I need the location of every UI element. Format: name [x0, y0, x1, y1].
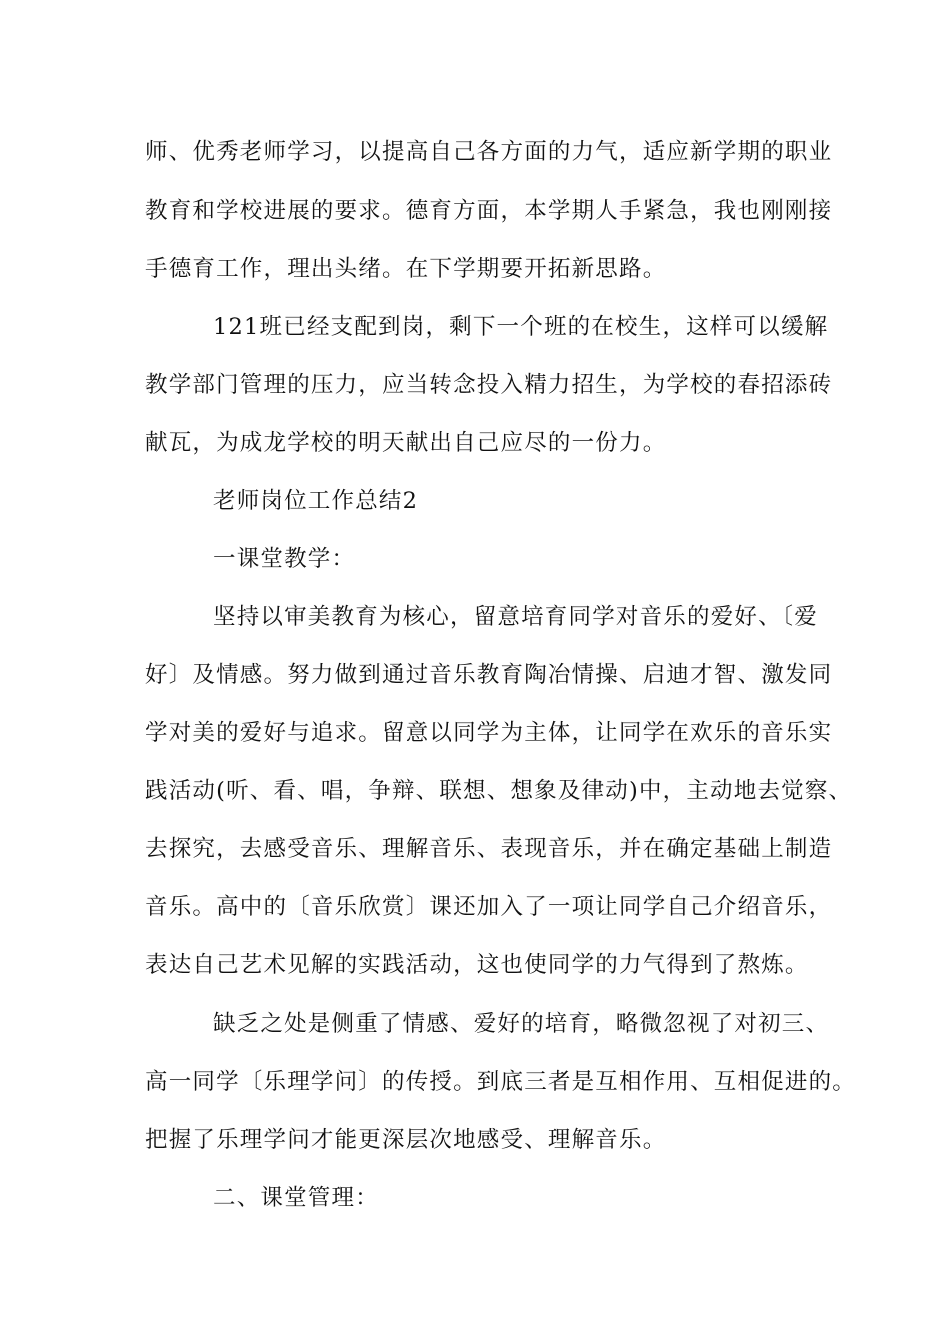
body-line: 手德育工作，理出头绪。在下学期要开拓新思路。: [145, 256, 667, 282]
body-line: 高一同学〔乐理学问〕的传授。到底三者是互相作用、互相促进的。: [145, 1069, 857, 1095]
subsection-heading: 二、课堂管理：: [213, 1185, 379, 1211]
body-line: 好〕及情感。努力做到通过音乐教育陶冶情操、启迪才智、激发同: [145, 662, 833, 688]
paragraph-first-line: 缺乏之处是侧重了情感、爱好的培育，略微忽视了对初三、: [213, 1011, 830, 1037]
paragraph-first-line: 121班已经支配到岗，剩下一个班的在校生，这样可以缓解: [213, 314, 829, 340]
body-line: 去探究，去感受音乐、理解音乐、表现音乐，并在确定基础上制造: [145, 836, 833, 862]
body-line: 学对美的爱好与追求。留意以同学为主体，让同学在欢乐的音乐实: [145, 720, 833, 746]
body-line: 音乐。高中的〔音乐欣赏〕课还加入了一项让同学自己介绍音乐，: [145, 894, 833, 920]
body-line: 表达自己艺术见解的实践活动，这也使同学的力气得到了熬炼。: [145, 952, 809, 978]
section-heading: 老师岗位工作总结2: [213, 488, 419, 514]
body-line: 把握了乐理学问才能更深层次地感受、理解音乐。: [145, 1127, 667, 1153]
body-line: 献瓦，为成龙学校的明天献出自己应尽的一份力。: [145, 430, 667, 456]
body-line: 教育和学校进展的要求。德育方面，本学期人手紧急，我也刚刚接: [145, 198, 833, 224]
body-line: 教学部门管理的压力，应当转念投入精力招生，为学校的春招添砖: [145, 372, 833, 398]
body-line: 践活动(听、看、唱，争辩、联想、想象及律动)中，主动地去觉察、: [145, 778, 853, 804]
subsection-heading: 一课堂教学：: [213, 546, 356, 572]
paragraph-first-line: 坚持以审美教育为核心，留意培育同学对音乐的爱好、〔爱: [213, 604, 818, 630]
body-line: 师、优秀老师学习，以提高自己各方面的力气，适应新学期的职业: [145, 139, 833, 165]
